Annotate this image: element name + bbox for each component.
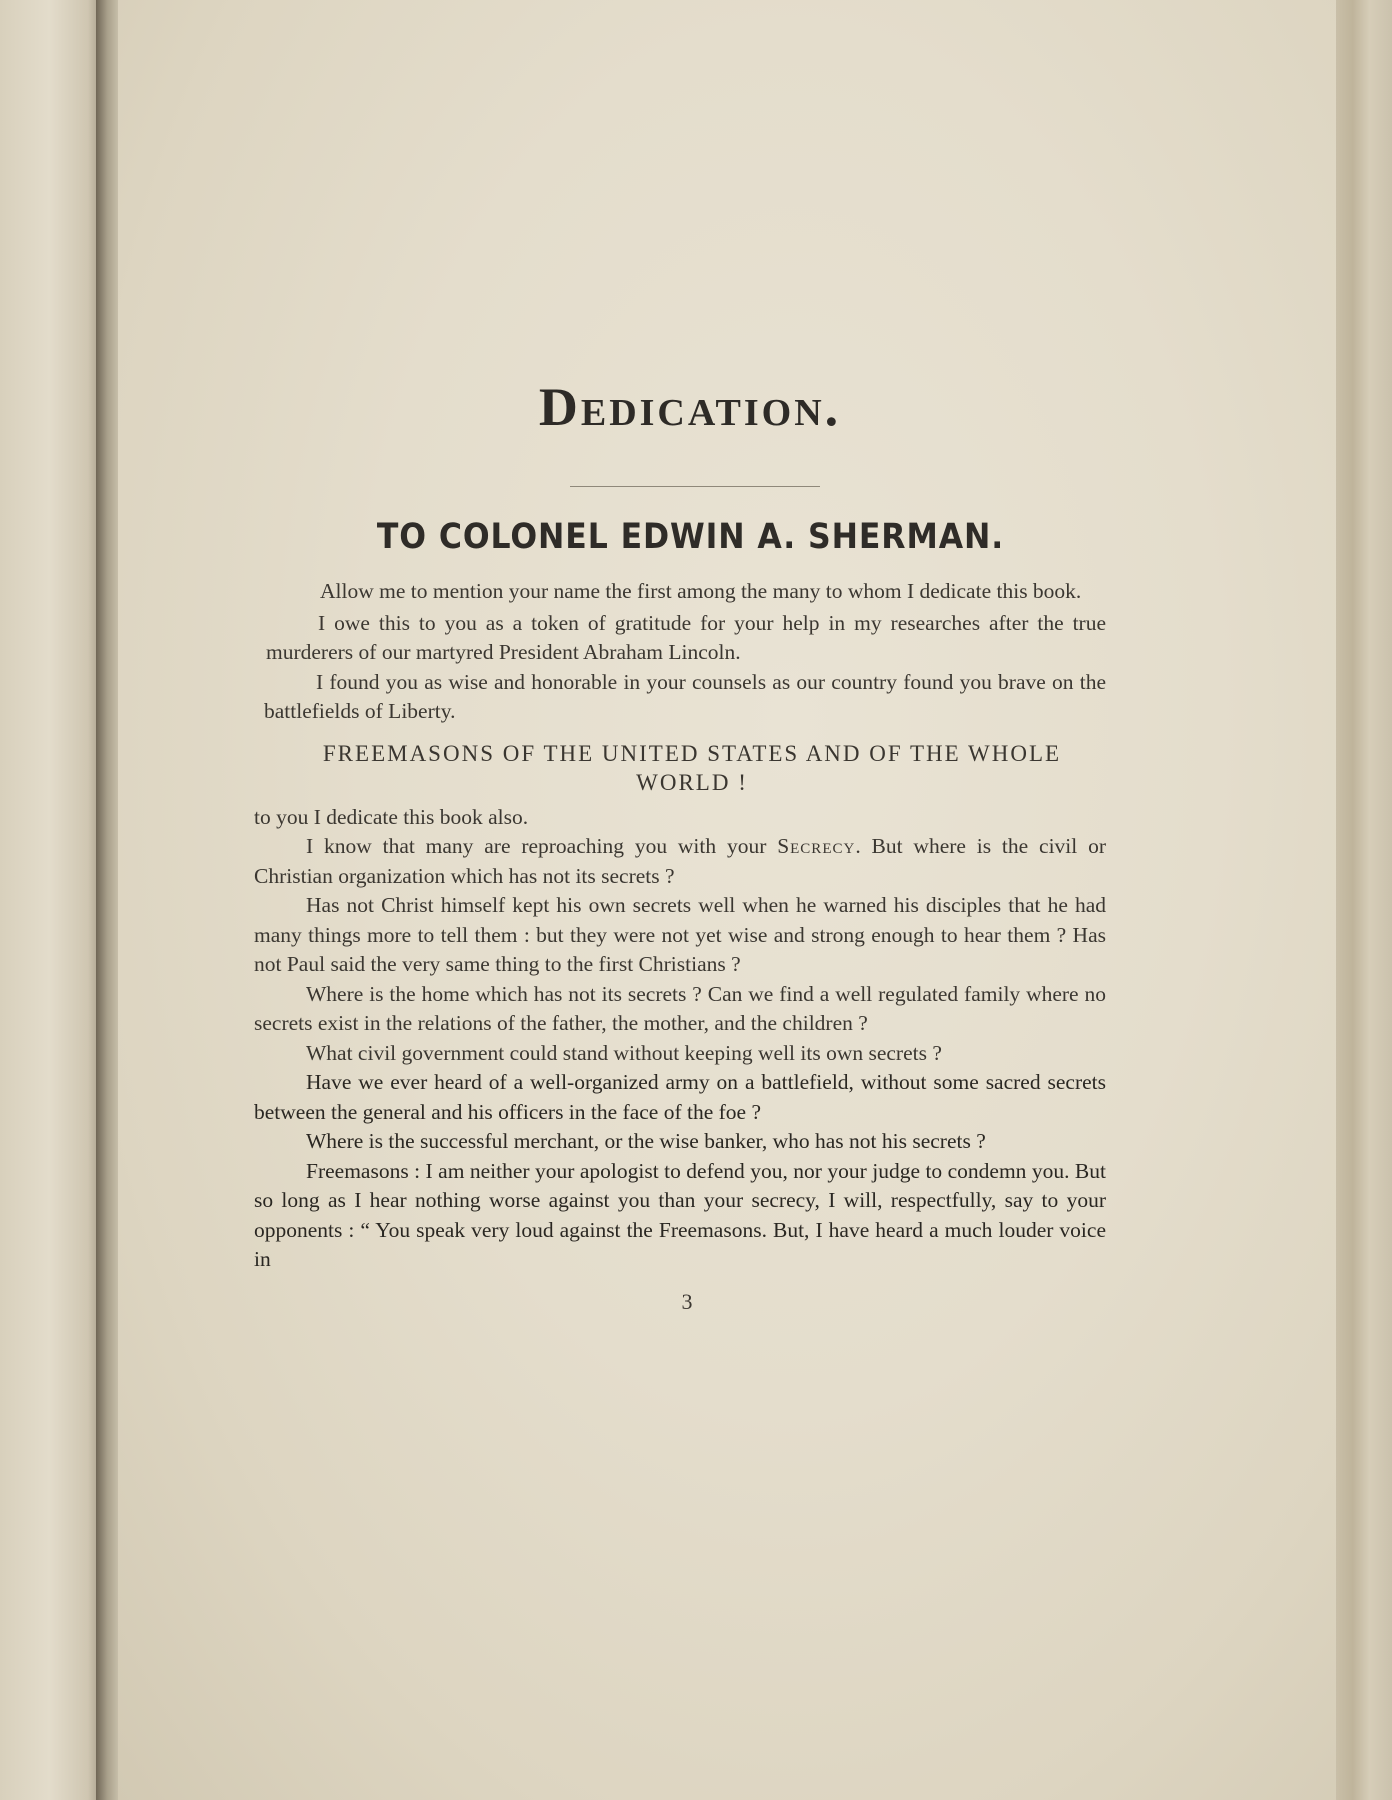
page-number: 3 [681,1288,693,1314]
paragraph: Where is the successful merchant, or the wise banker, who has not his secrets ? [306,1129,986,1153]
paragraph: Freemasons : I am neither your apologist to defend you, nor your judge to condemn you. But so long as I hear nothing worse against you than your secrecy, I will, respectfully, say to your opponents : “ You speak very loud against the Freemasons. But, I have heard a much louder voice in [254,1158,1106,1271]
divider [570,486,820,487]
paragraph: I owe this to you as a token of gratitude for your help in my researches after the true murderers of our martyred President Abraham Lincoln. [266,610,1106,664]
paragraph: Have we ever heard of a well-organized army on a battlefield, without some sacred secrets between the general and his officers in the face of the foe ? [254,1070,1106,1124]
paragraph: to you I dedicate this book also. [254,804,529,829]
left-page [0,0,110,1800]
emphasis-secrecy: Secrecy [777,834,856,858]
paragraph: I found you as wise and honorable in your counsels as our country found you brave on the battlefields of Liberty. [264,669,1106,723]
dedicatee-line: TO COLONEL EDWIN A. SHERMAN. [376,517,1005,557]
page-edge [1336,0,1392,1800]
page-title: Dedication. [538,377,842,437]
paragraph: Allow me to mention your name the first among the many to whom I dedicate this book. [320,579,1082,603]
paragraph: Where is the home which has not its secrets ? Can we find a well regulated family where no secrets exist in the relations of the father, the mother, and the children ? [254,981,1106,1035]
paragraph: What civil government could stand without keeping well its own secrets ? [306,1040,942,1065]
section-heading: FREEMASONS OF THE UNITED STATES AND OF THE WHOLE WORLD ! [322,740,1062,795]
paragraph-secrecy [248,832,1106,891]
text-segment: I know that many are reproaching you with your [306,834,767,858]
text-segment: . But where is the civil or Christian organization which has not its secrets ? [254,834,1106,888]
paragraph: Has not Christ himself kept his own secrets well when he warned his disciples that he had many things more to tell them : but they were not yet wise and strong enough to hear them ? Has not Paul said the very same thing to the first Christians ? [254,893,1106,976]
page-content [248,377,1106,1315]
